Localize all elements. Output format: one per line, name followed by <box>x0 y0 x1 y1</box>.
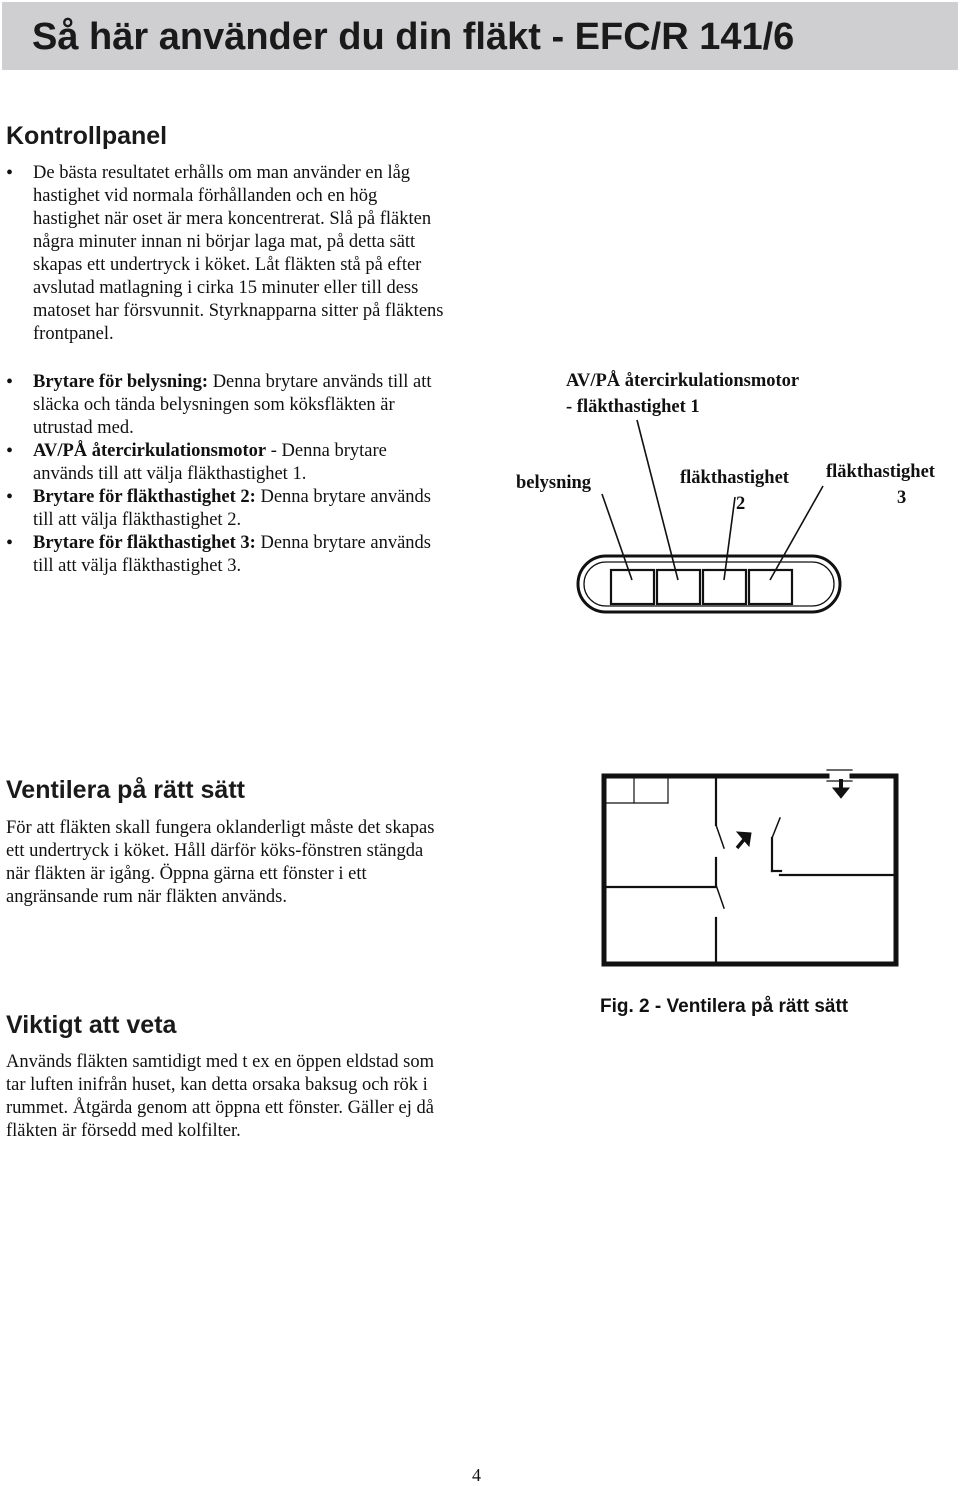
ventilera-text: För att fläkten skall fungera oklanderligt måste det skapas ett undertryck i köket. Håll därför köks-fönstren stängda när fläkten är igång. Öppna gärna ett fönster i ett angränsande rum när fläkten används. <box>6 818 435 907</box>
intro-text: De bästa resultatet erhålls om man använder en låg hastighet vid normala förhållanden och en hög hastighet när oset är mera koncentrerat. Slå på fläkten några minuter innan ni börjar laga mat, på detta sätt skapas ett undertryck i köket. Låt fläkten stå på efter avslutad matlagning i cirka 15 minuter eller till dess matoset har försvunnit. Styrknapparna sitter på fläktens frontpanel. <box>33 163 444 344</box>
viktigt-text: Används fläkten samtidigt med t ex en öppen eldstad som tar luften inifrån huset, kan detta orsaka baksug och rök i rummet. Åtgärda genom att öppna ett fönster. Gäller ej då fläkten är försedd med kolfilter. <box>6 1052 434 1141</box>
item-text: Denna brytare används till att släcka och tända belysningen som köksfläkten är utrustad med. <box>33 372 432 438</box>
label-speed3-line1: fläkthastighet <box>826 462 935 482</box>
label-speed3-line2: 3 <box>897 488 907 508</box>
item-text: Denna brytare används till att välja fläkthastighet 3. <box>33 533 431 576</box>
label-speed2-line1: fläkthastighet <box>680 468 789 488</box>
item-term: Brytare för fläkthastighet 3: <box>33 533 256 553</box>
page-title: Så här använder du din fläkt - EFC/R 141/6 <box>32 16 795 58</box>
label-light: belysning <box>516 473 592 493</box>
item-term: Brytare för belysning: <box>33 372 209 392</box>
page-number: 4 <box>472 1465 481 1485</box>
section-heading-viktigt: Viktigt att veta <box>6 1011 177 1039</box>
item-text: Denna brytare används till att välja fläkthastighet 2. <box>33 487 431 530</box>
item-term: AV/PÅ återcirkulationsmotor <box>33 441 267 461</box>
section-heading-kontrollpanel: Kontrollpanel <box>6 122 168 150</box>
label-speed2-line2: 2 <box>736 494 746 514</box>
item-text: - Denna brytare används till att välja fläkthastighet 1. <box>33 441 387 484</box>
section-heading-ventilera: Ventilera på rätt sätt <box>6 776 245 804</box>
item-term: Brytare för fläkthastighet 2: <box>33 487 256 507</box>
figure-caption: Fig. 2 - Ventilera på rätt sätt <box>600 996 849 1017</box>
label-motor-line2: - fläkthastighet 1 <box>566 397 700 417</box>
label-motor-line1: AV/PÅ återcirkulationsmotor <box>566 371 800 391</box>
